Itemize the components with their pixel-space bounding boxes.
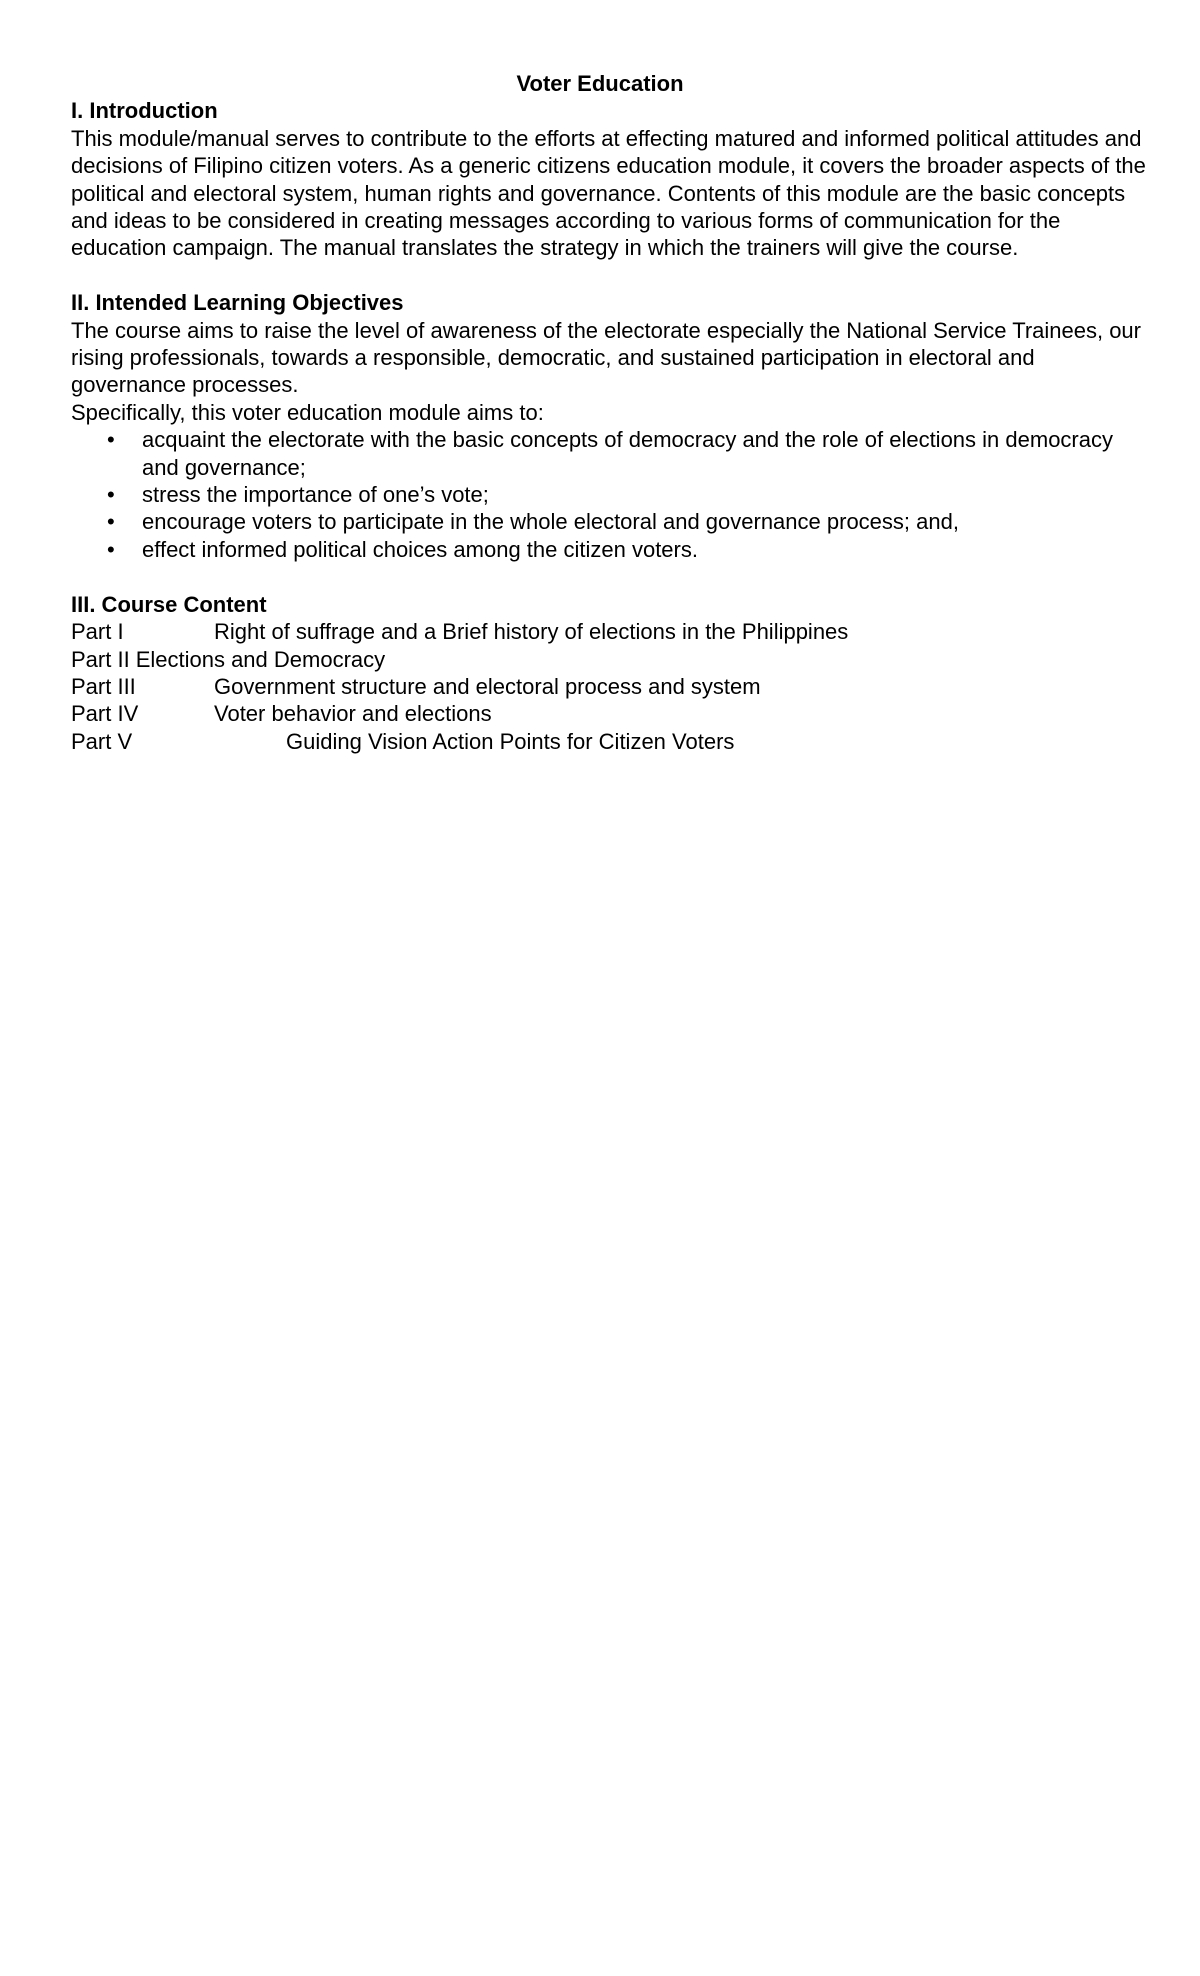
course-part-title: Right of suffrage and a Brief history of elections in the Philippines <box>214 619 849 645</box>
course-part-label: Part II <box>71 646 130 672</box>
list-item-text: stress the importance of one’s vote; <box>142 482 489 508</box>
course-part-title: Guiding Vision Action Points for Citizen Voters <box>286 728 735 754</box>
course-part-title: Voter behavior and elections <box>214 701 492 727</box>
objectives-lead: Specifically, this voter education module aims to: <box>71 399 544 425</box>
course-part-title: Government structure and electoral process and system <box>214 673 761 699</box>
course-part-row <box>71 646 1151 673</box>
course-part-label: Part IV <box>71 701 139 727</box>
objectives-list <box>71 426 1151 563</box>
document-page <box>71 70 1151 755</box>
course-content-heading: III. Course Content <box>71 591 267 617</box>
bullet-icon: • <box>107 482 115 508</box>
course-part-label: Part I <box>71 619 124 645</box>
introduction-heading: I. Introduction <box>71 98 218 124</box>
list-item <box>71 508 1151 535</box>
list-item-text: effect informed political choices among the citizen voters. <box>142 536 698 562</box>
course-part-row <box>71 728 1151 755</box>
list-item <box>71 536 1151 563</box>
course-part-row <box>71 673 1151 700</box>
introduction-paragraph: This module/manual serves to contribute to the efforts at effecting matured and informed political attitudes and decisions of Filipino citizen voters. As a generic citizens education module, it covers the broader aspects of the political and electoral system, human rights and governance. Contents of this module are the basic concepts and ideas to be considered in creating messages according to various forms of communication for the education campaign. The manual translates the strategy in which the trainers will give the course. <box>71 125 1146 261</box>
bullet-icon: • <box>107 536 115 562</box>
course-part-row <box>71 618 1151 645</box>
spacer <box>71 262 1151 289</box>
list-item-text: acquaint the electorate with the basic concepts of democracy and the role of elections in democracy and governance; <box>142 427 1113 480</box>
bullet-icon: • <box>107 509 115 535</box>
course-part-label: Part III <box>71 673 136 699</box>
objectives-heading: II. Intended Learning Objectives <box>71 290 404 316</box>
objectives-paragraph: The course aims to raise the level of awareness of the electorate especially the National Service Trainees, our rising professionals, towards a responsible, democratic, and sustained participation in electoral and governance processes. <box>71 317 1141 398</box>
course-part-label: Part V <box>71 728 133 754</box>
list-item <box>71 426 1151 481</box>
spacer <box>71 563 1151 590</box>
course-part-title: Elections and Democracy <box>135 646 386 672</box>
bullet-icon: • <box>107 427 115 453</box>
list-item <box>71 481 1151 508</box>
document-title: Voter Education <box>516 71 684 96</box>
list-item-text: encourage voters to participate in the whole electoral and governance process; and, <box>142 509 959 535</box>
course-part-row <box>71 700 1151 727</box>
